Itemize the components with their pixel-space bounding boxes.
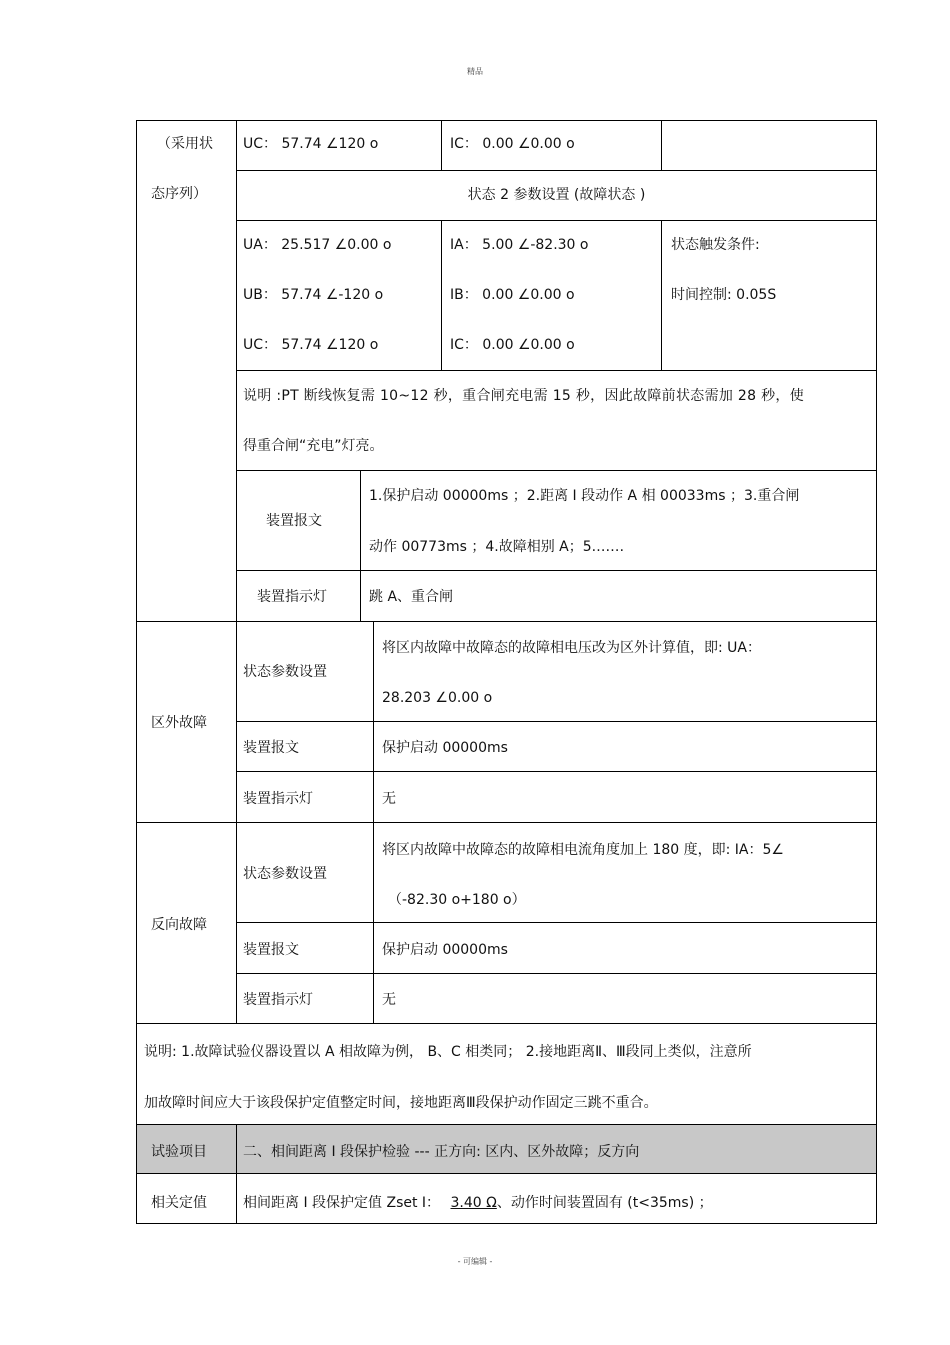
s1-col-report: [360, 470, 361, 621]
s1-col-extra: [661, 120, 662, 170]
state2-ib: IB： 0.00 ∠0.00 o: [450, 287, 575, 303]
ext-param-line2: 28.203 ∠0.00 o: [382, 690, 493, 706]
ext-row-1: [236, 721, 877, 722]
sep-notes: [136, 1023, 877, 1024]
border-bottom: [136, 1223, 877, 1224]
col-divider-label-bottom: [236, 1124, 237, 1224]
s1-row-3: [236, 370, 877, 371]
test-item-label: 试验项目: [151, 1144, 207, 1160]
notes-line1: 说明: 1.故障试验仪器设置以 A 相故障为例， B、C 相类同； 2.接地距离Ⅱ、Ⅲ段同上类似，注意所: [144, 1044, 752, 1060]
state2-ub: UB： 57.74 ∠-120 o: [243, 287, 384, 303]
sep-test-item: [136, 1124, 877, 1125]
sep-setting: [136, 1173, 877, 1174]
row-label-line2: 态序列）: [151, 186, 207, 202]
page-footer: - 可编辑 -: [457, 1257, 493, 1266]
s1-row-5: [236, 570, 877, 571]
s1-col-ic: [441, 120, 442, 170]
ext-param-label: 状态参数设置: [243, 664, 327, 680]
report-line2: 动作 00773ms ；4.故障相别 A；5.……: [369, 539, 625, 555]
border-right: [876, 120, 877, 1224]
setting-value: 3.40 Ω: [450, 1195, 497, 1211]
ext-report-label: 装置报文: [243, 740, 299, 756]
report-line1: 1.保护启动 00000ms ；2.距离 I 段动作 A 相 00033ms ；3.重合闸: [369, 488, 800, 504]
state2-title: 状态 2 参数设置 (故障状态 ): [467, 187, 646, 203]
rev-report-value: 保护启动 00000ms: [382, 942, 508, 958]
s1-col-trigger: [661, 220, 662, 370]
page-header: 精品: [467, 67, 483, 76]
note-line2: 得重合闸“充电”灯亮。: [243, 438, 384, 454]
rev-param-label: 状态参数设置: [243, 866, 327, 882]
rev-row-1: [236, 922, 877, 923]
s1-col-ia: [441, 220, 442, 370]
state1-uc: UC： 57.74 ∠120 o: [243, 136, 379, 152]
rev-param-line1: 将区内故障中故障态的故障相电流角度加上 180 度，即: IA：5∠: [382, 842, 784, 858]
border-left: [136, 120, 137, 1224]
sep-external: [136, 621, 877, 622]
notes-line2: 加故障时间应大于该段保护定值整定时间，接地距离Ⅲ段保护动作固定三跳不重合。: [144, 1095, 658, 1111]
row-label-line1: （采用状: [157, 136, 213, 152]
ext-light-value: 无: [382, 791, 396, 807]
setting-row: [243, 1193, 713, 1213]
s1-row-4: [236, 470, 877, 471]
rev-row-2: [236, 973, 877, 974]
setting-prefix: 相间距离 I 段保护定值 Zset I：: [243, 1195, 441, 1211]
ext-report-value: 保护启动 00000ms: [382, 740, 508, 756]
time-control: 时间控制: 0.05S: [671, 287, 777, 303]
note-line1: 说明 :PT 断线恢复需 10~12 秒，重合闸充电需 15 秒，因此故障前状态需加 28 秒，使: [243, 388, 804, 404]
external-fault-label: 区外故障: [151, 715, 207, 731]
state1-ic: IC： 0.00 ∠0.00 o: [450, 136, 575, 152]
ext-param-line1: 将区内故障中故障态的故障相电压改为区外计算值，即: UA：: [382, 640, 761, 656]
light-value: 跳 A、重合闸: [369, 589, 454, 605]
reverse-fault-label: 反向故障: [151, 917, 207, 933]
state2-ic: IC： 0.00 ∠0.00 o: [450, 337, 575, 353]
state2-uc: UC： 57.74 ∠120 o: [243, 337, 379, 353]
col-divider-label: [236, 120, 237, 1023]
setting-suffix: 、动作时间装置固有 (t<35ms) ；: [496, 1195, 713, 1211]
trigger-label: 状态触发条件:: [671, 237, 760, 253]
rev-report-label: 装置报文: [243, 942, 299, 958]
sep-reverse: [136, 822, 877, 823]
setting-label: 相关定值: [151, 1195, 207, 1211]
s1-row-1: [236, 170, 877, 171]
light-label: 装置指示灯: [257, 589, 327, 605]
report-label: 装置报文: [266, 513, 322, 529]
rev-light-label: 装置指示灯: [243, 992, 313, 1008]
ext-row-2: [236, 771, 877, 772]
test-item-value: 二、相间距离 I 段保护检验 --- 正方向: 区内、区外故障；反方向: [243, 1144, 640, 1160]
border-top: [136, 120, 877, 121]
rev-param-line2: （-82.30 o+180 o）: [388, 892, 526, 908]
state2-ia: IA： 5.00 ∠-82.30 o: [450, 237, 589, 253]
ext-light-label: 装置指示灯: [243, 791, 313, 807]
rev-light-value: 无: [382, 992, 396, 1008]
state2-ua: UA： 25.517 ∠0.00 o: [243, 237, 392, 253]
s1-row-2: [236, 220, 877, 221]
